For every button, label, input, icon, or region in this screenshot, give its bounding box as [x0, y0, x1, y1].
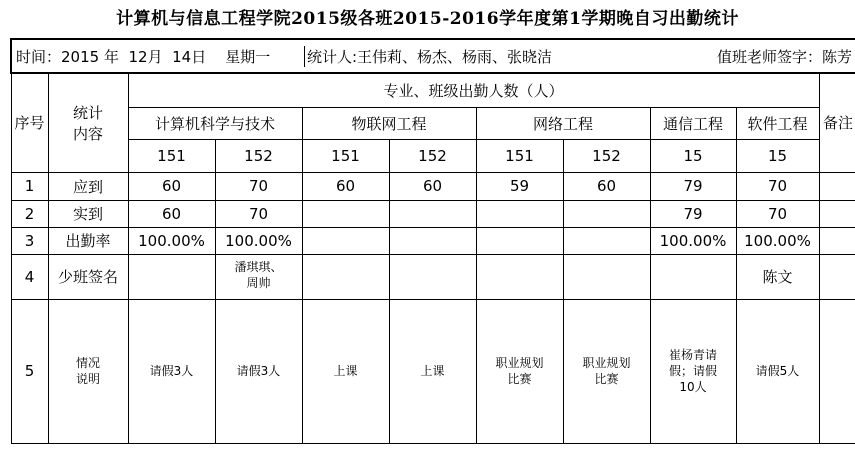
class-header: 151 — [128, 139, 215, 172]
class-header: 151 — [302, 139, 389, 172]
table-cell: 职业规划 比赛 — [476, 299, 563, 443]
date-field: 时间：2015 年 12月 14日 星期一 — [16, 47, 271, 66]
table-cell — [563, 227, 650, 254]
table-row — [11, 172, 855, 200]
row-label: 实到 — [48, 200, 128, 227]
table-cell: 79 — [650, 200, 736, 227]
content-header-line2: 内容 — [72, 124, 103, 143]
remark-cell — [819, 227, 855, 254]
major-cs: 计算机科学与技术 — [128, 107, 302, 139]
content-header-line1: 统计 — [72, 103, 103, 122]
row-label: 少班签名 — [48, 254, 128, 299]
info-row — [11, 39, 855, 73]
table-row — [11, 299, 855, 443]
teacher-signature-field: 值班老师签字：陈芳 — [717, 47, 853, 66]
remark-cell — [819, 299, 855, 443]
table-cell: 上课 — [389, 299, 476, 443]
row-index: 3 — [11, 227, 48, 254]
table-cell: 70 — [736, 200, 819, 227]
row-index: 5 — [11, 299, 48, 443]
table-cell: 请假5人 — [736, 299, 819, 443]
table-row — [11, 227, 855, 254]
table-cell: 60 — [302, 172, 389, 200]
remark-cell — [819, 254, 855, 299]
table-cell: 70 — [215, 172, 302, 200]
class-header: 152 — [215, 139, 302, 172]
table-cell: 请假3人 — [215, 299, 302, 443]
table-cell: 100.00% — [736, 227, 819, 254]
remark-cell — [819, 200, 855, 227]
remark-header: 备注 — [819, 73, 855, 172]
table-cell — [563, 200, 650, 227]
table-cell — [302, 227, 389, 254]
table-cell: 60 — [128, 200, 215, 227]
class-header-row — [11, 139, 855, 172]
table-cell — [128, 254, 215, 299]
row-label: 应到 — [48, 172, 128, 200]
class-header: 152 — [389, 139, 476, 172]
table-cell — [389, 254, 476, 299]
row-index: 1 — [11, 172, 48, 200]
table-cell: 79 — [650, 172, 736, 200]
major-iot: 物联网工程 — [302, 107, 476, 139]
attendance-table — [10, 38, 855, 444]
table-cell: 职业规划 比赛 — [563, 299, 650, 443]
major-software: 软件工程 — [736, 107, 819, 139]
table-row — [11, 254, 855, 299]
table-cell — [389, 227, 476, 254]
row-index: 2 — [11, 200, 48, 227]
table-cell: 59 — [476, 172, 563, 200]
table-cell: 60 — [389, 172, 476, 200]
table-cell — [476, 227, 563, 254]
major-network: 网络工程 — [476, 107, 650, 139]
table-cell: 70 — [736, 172, 819, 200]
row-label: 出勤率 — [48, 227, 128, 254]
table-cell — [476, 200, 563, 227]
table-cell — [389, 200, 476, 227]
table-cell — [302, 254, 389, 299]
table-cell — [302, 200, 389, 227]
group-header: 专业、班级出勤人数（人） — [128, 73, 819, 107]
counter-field: 统计人:王伟莉、杨杰、杨雨、张晓洁 — [304, 46, 662, 67]
remark-cell — [819, 172, 855, 200]
table-cell: 100.00% — [128, 227, 215, 254]
table-cell: 70 — [215, 200, 302, 227]
row-label: 情况 说明 — [48, 299, 128, 443]
table-cell — [476, 254, 563, 299]
table-cell: 崔杨青请 假；请假 10人 — [650, 299, 736, 443]
table-row — [11, 200, 855, 227]
major-header-row — [11, 107, 855, 139]
table-cell: 60 — [563, 172, 650, 200]
table-cell: 请假3人 — [128, 299, 215, 443]
table-cell: 100.00% — [215, 227, 302, 254]
table-cell: 潘琪琪、 周帅 — [215, 254, 302, 299]
class-header: 151 — [476, 139, 563, 172]
class-header: 152 — [563, 139, 650, 172]
row-index: 4 — [11, 254, 48, 299]
table-cell — [650, 254, 736, 299]
index-header: 序号 — [11, 73, 48, 172]
table-cell: 陈文 — [736, 254, 819, 299]
class-header: 15 — [736, 139, 819, 172]
table-cell: 100.00% — [650, 227, 736, 254]
major-telecom: 通信工程 — [650, 107, 736, 139]
page-title: 计算机与信息工程学院2015级各班2015-2016学年度第1学期晚自习出勤统计 — [116, 9, 739, 29]
table-cell: 60 — [128, 172, 215, 200]
table-cell: 上课 — [302, 299, 389, 443]
class-header: 15 — [650, 139, 736, 172]
content-header — [48, 73, 128, 172]
table-cell — [563, 254, 650, 299]
